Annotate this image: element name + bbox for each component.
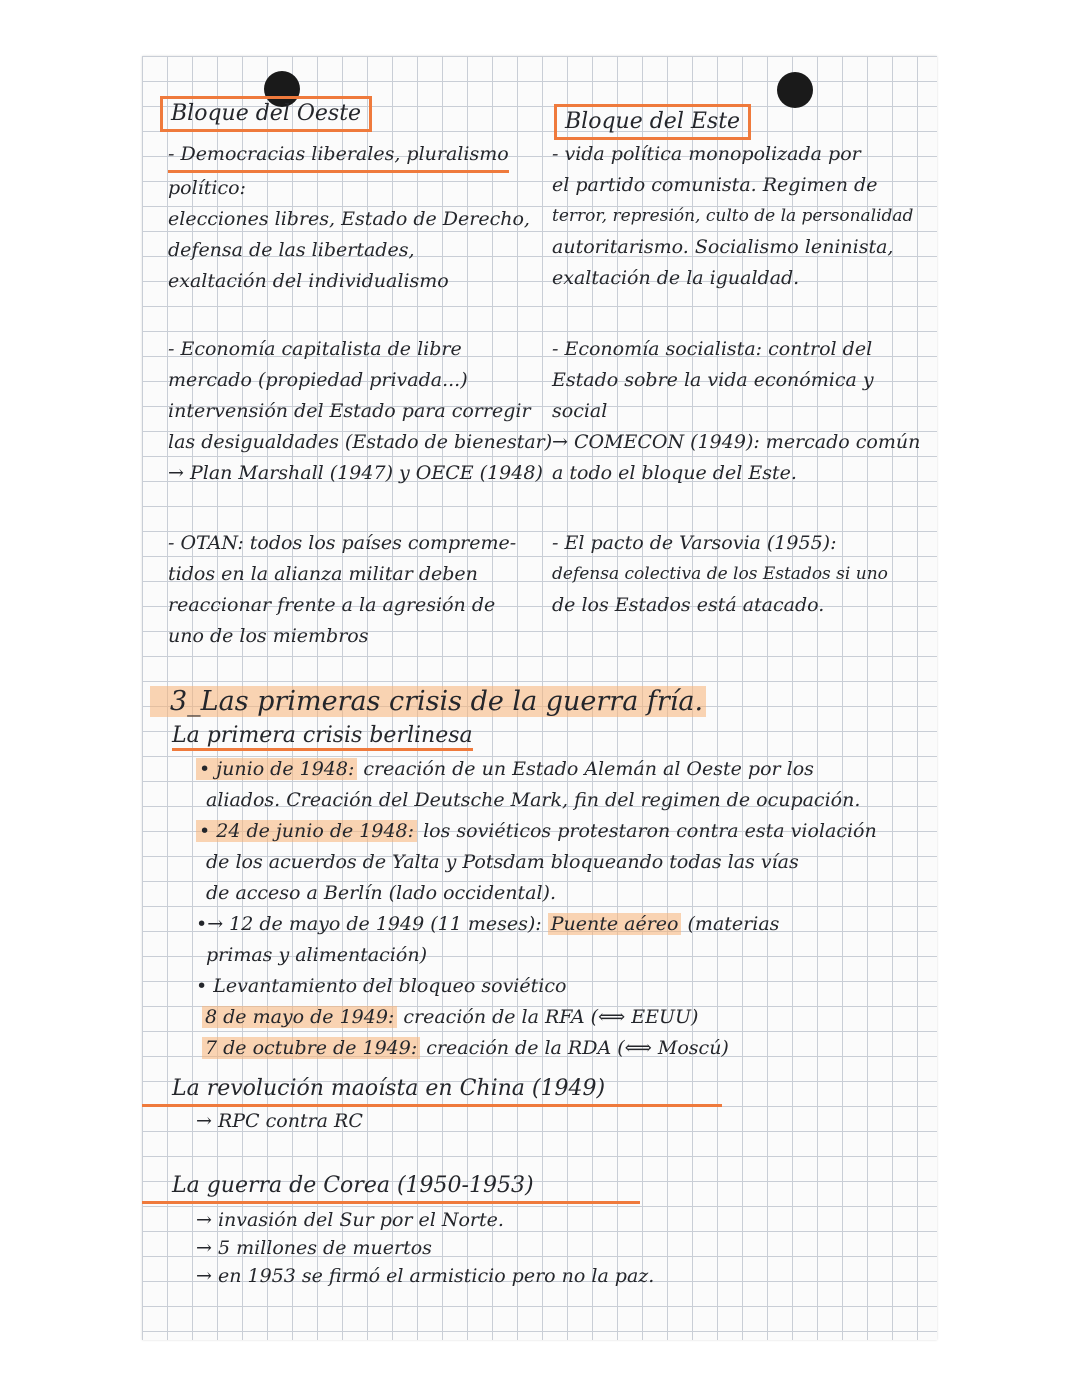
west-line: las desigualdades (Estado de bienestar) bbox=[168, 431, 553, 453]
east-line: - Economía socialista: control del bbox=[552, 338, 873, 360]
event-text: creación de la RDA (⟺ Moscú) bbox=[420, 1037, 729, 1059]
east-line: - El pacto de Varsovia (1955): bbox=[552, 532, 837, 554]
west-title: Bloque del Oeste bbox=[160, 96, 372, 132]
korea-item: → 5 millones de muertos bbox=[196, 1237, 432, 1259]
east-title: Bloque del Este bbox=[554, 104, 751, 140]
berlin-line-5: de acceso a Berlín (lado occidental). bbox=[206, 882, 557, 904]
west-line: - OTAN: todos los países compreme- bbox=[168, 532, 517, 554]
east-line: terror, represión, culto de la personalidad bbox=[552, 206, 914, 226]
event-text: los soviéticos protestaron contra esta violación bbox=[417, 820, 877, 842]
section-title-text: 3_Las primeras crisis de la guerra fría. bbox=[150, 686, 706, 717]
west-line: mercado (propiedad privada...) bbox=[168, 369, 468, 391]
korea-list bbox=[196, 1206, 654, 1290]
event-text: creación de un Estado Alemán al Oeste por los bbox=[357, 758, 814, 780]
event-text: •→ 12 de mayo de 1949 (11 meses): bbox=[196, 913, 548, 935]
west-line: - Economía capitalista de libre bbox=[168, 338, 462, 360]
korea-item: → en 1953 se firmó el armisticio pero no la paz. bbox=[196, 1265, 655, 1287]
west-line: defensa de las libertades, bbox=[168, 239, 415, 261]
east-para-3 bbox=[552, 528, 888, 621]
korea-underline bbox=[142, 1201, 640, 1204]
korea-item: → invasión del Sur por el Norte. bbox=[196, 1209, 504, 1231]
berlin-heading bbox=[172, 720, 473, 752]
east-line: - vida política monopolizada por bbox=[552, 143, 861, 165]
east-column bbox=[554, 104, 751, 140]
west-line: uno de los miembros bbox=[168, 625, 369, 647]
west-line: tidos en la alianza militar deben bbox=[168, 563, 478, 585]
west-line: exaltación del individualismo bbox=[168, 270, 449, 292]
east-line: de los Estados está atacado. bbox=[552, 594, 825, 616]
east-line: exaltación de la igualdad. bbox=[552, 267, 800, 289]
east-para-2 bbox=[552, 334, 920, 489]
event-date: 8 de mayo de 1949: bbox=[202, 1006, 397, 1028]
berlin-line-3 bbox=[196, 816, 877, 847]
china-line: → RPC contra RC bbox=[196, 1110, 363, 1132]
event-date: • junio de 1948: bbox=[196, 758, 357, 780]
east-line: Estado sobre la vida económica y bbox=[552, 369, 874, 391]
west-para-3 bbox=[168, 528, 516, 652]
event-date: 7 de octubre de 1949: bbox=[202, 1037, 420, 1059]
east-line: autoritarismo. Socialismo leninista, bbox=[552, 236, 894, 258]
east-line: el partido comunista. Regimen de bbox=[552, 174, 878, 196]
west-line: político: bbox=[168, 177, 246, 199]
west-column bbox=[160, 96, 560, 132]
west-line: elecciones libres, Estado de Derecho, bbox=[168, 208, 530, 230]
berlin-line-7: primas y alimentación) bbox=[206, 944, 427, 966]
west-line: → Plan Marshall (1947) y OECE (1948) bbox=[168, 462, 543, 484]
berlin-events bbox=[196, 754, 877, 1064]
berlin-line-9 bbox=[196, 1002, 877, 1033]
binder-hole-right bbox=[777, 72, 813, 108]
korea-heading: La guerra de Corea (1950-1953) bbox=[172, 1173, 534, 1198]
east-line: → COMECON (1949): mercado común bbox=[552, 431, 921, 453]
section-title bbox=[150, 683, 706, 721]
berlin-line-1 bbox=[196, 754, 877, 785]
berlin-line-2: aliados. Creación del Deutsche Mark, fin del regimen de ocupación. bbox=[206, 789, 861, 811]
east-line: defensa colectiva de los Estados si uno bbox=[552, 564, 888, 584]
west-para-2 bbox=[168, 334, 552, 489]
west-line: intervensión del Estado para corregir bbox=[168, 400, 531, 422]
berlin-line-10 bbox=[196, 1033, 877, 1064]
berlin-line-8: • Levantamiento del bloqueo soviético bbox=[196, 975, 567, 997]
east-para-1 bbox=[552, 139, 913, 294]
west-line: - Democracias liberales, pluralismo bbox=[168, 139, 509, 173]
east-line: social bbox=[552, 400, 608, 422]
west-line: reaccionar frente a la agresión de bbox=[168, 594, 496, 616]
west-para-1 bbox=[168, 139, 530, 297]
berlin-line-4: de los acuerdos de Yalta y Potsdam bloqueando todas las vías bbox=[206, 851, 799, 873]
event-text: creación de la RFA (⟺ EEUU) bbox=[397, 1006, 699, 1028]
event-date: • 24 de junio de 1948: bbox=[196, 820, 417, 842]
east-line: a todo el bloque del Este. bbox=[552, 462, 797, 484]
china-heading: La revolución maoísta en China (1949) bbox=[172, 1076, 606, 1101]
berlin-heading-text: La primera crisis berlinesa bbox=[172, 723, 473, 751]
airlift-highlight: Puente aéreo bbox=[548, 913, 682, 935]
event-text: (materias bbox=[681, 913, 780, 935]
berlin-line-6 bbox=[196, 909, 877, 940]
